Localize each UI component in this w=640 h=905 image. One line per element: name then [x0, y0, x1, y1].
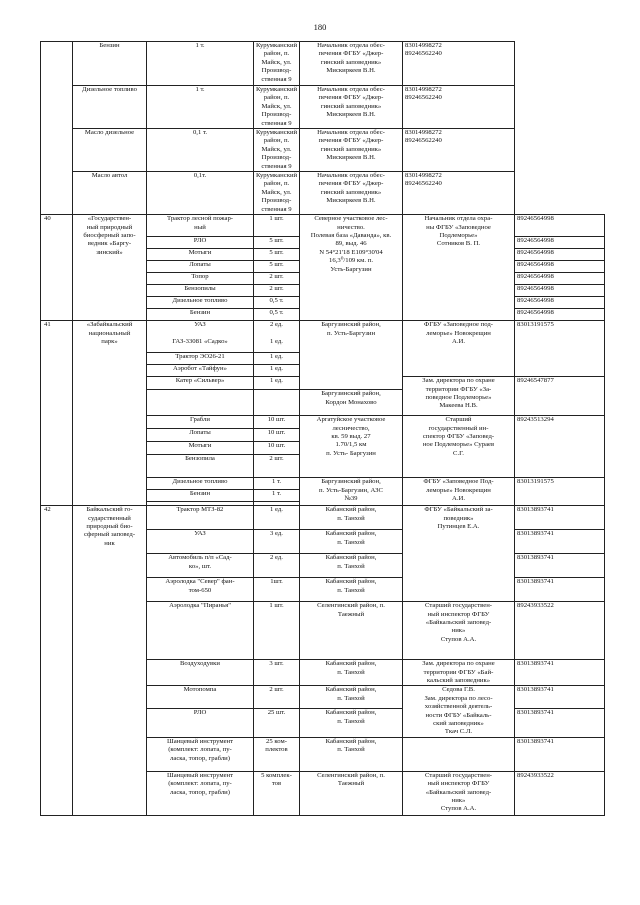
cell-phone: 89243513294	[515, 416, 605, 478]
cell-qty: 2 ед.	[254, 554, 300, 578]
cell-qty: 25 ком- плектов	[254, 737, 300, 771]
cell-qty: 1 ед.	[254, 377, 300, 390]
cell-item: Шанцевый инструмент (комплект: лопата, пу- ласка, топор, грабли)	[147, 737, 254, 771]
cell-qty: 1 т.	[147, 42, 254, 86]
cell-phone: 89246564998	[515, 215, 605, 237]
cell-person	[403, 737, 515, 771]
cell-phone: 83013893741	[515, 530, 605, 554]
cell-item: Аэролодка "Север" фан- том-650	[147, 578, 254, 602]
cell-person: Начальник отдела охра- ны ФГБУ «Заповедное Подлеморье» Сотников В. П.	[403, 215, 515, 321]
cell-phone: 89246564998	[515, 309, 605, 321]
cell-num: 41	[41, 321, 73, 506]
table-row	[41, 129, 605, 172]
cell-item: Автомобиль п/п «Сад- ко», шт.	[147, 554, 254, 578]
cell-qty: 0,5 т.	[254, 309, 300, 321]
cell-qty: 5 шт.	[254, 261, 300, 273]
cell-qty: 1 шт.	[254, 215, 300, 237]
cell-qty: 10 шт.	[254, 442, 300, 455]
cell-phone: 83014998272 89246562240	[403, 172, 515, 215]
cell-phone: 89243933522	[515, 602, 605, 660]
cell-qty: 10 шт.	[254, 429, 300, 442]
cell-phone: 89246564998	[515, 261, 605, 273]
cell-item: Бензопилы	[147, 285, 254, 297]
cell-item: УАЗ ГАЗ-33081 «Садко»	[147, 321, 254, 353]
cell-qty: 3 шт.	[254, 660, 300, 686]
cell-person: ФГБУ «Заповедное Под- леморье» Новокрещин А.И.	[403, 478, 515, 506]
cell-qty: 0,1т.	[147, 172, 254, 215]
cell-loc: Кабанский район, п. Танхой	[300, 578, 403, 602]
cell-phone: 83013893741	[515, 578, 605, 602]
cell-phone: 83014998272 89246562240	[403, 129, 515, 172]
cell-item: Лопаты	[147, 261, 254, 273]
cell-org	[41, 42, 73, 215]
cell-phone: 89243933522	[515, 771, 605, 815]
cell-loc: Кабанский район, п. Танхой	[300, 554, 403, 578]
cell-phone: 89246564998	[515, 273, 605, 285]
cell-phone: 83013893741	[515, 686, 605, 709]
cell-person: ФГБУ «Заповедное под- леморье» Новокрещин А.И.	[403, 321, 515, 377]
cell-qty: 5 шт.	[254, 237, 300, 249]
cell-person: Зам. директора по охране территории ФГБУ «Бай- кальский заповедник»	[403, 660, 515, 686]
cell-loc: Баргузинский район, п. Усть-Баргузин, АЗС №39	[300, 478, 403, 506]
cell-loc: Кабанский район, п. Танхой	[300, 686, 403, 709]
cell-phone: 89246564998	[515, 297, 605, 309]
cell-qty: 3 ед.	[254, 530, 300, 554]
cell-qty: 1 т.	[147, 86, 254, 129]
cell-qty: 1 т.	[254, 478, 300, 490]
cell-loc: Курумканский район, п. Майск, ул. Производ- ственная 9	[254, 129, 300, 172]
cell-item: Трактор лесной пожар- ный	[147, 215, 254, 237]
cell-person: Зам. директора по охране территории ФГБУ «За- поведное Подлеморье» Макеева Н.В.	[403, 377, 515, 416]
cell-phone: 83013191575	[515, 321, 605, 377]
cell-qty: 1 т.	[254, 490, 300, 502]
cell-item: РЛО	[147, 709, 254, 737]
cell-qty: 25 шт.	[254, 709, 300, 737]
cell-phone: 83014998272 89246562240	[403, 86, 515, 129]
cell-qty: 0,1 т.	[147, 129, 254, 172]
cell-phone: 83014998272 89246562240	[403, 42, 515, 86]
cell-item: Бензин	[147, 490, 254, 502]
cell-org: «Забайкальский национальный парк»	[73, 321, 147, 506]
cell-qty	[254, 390, 300, 416]
cell-org: «Государствен- ный природный биосферный запо- ведник «Баргу- зинский»	[73, 215, 147, 321]
cell-qty: 0,5 т.	[254, 297, 300, 309]
cell-item: Бензопила	[147, 455, 254, 478]
cell-qty: 1 ед.	[254, 353, 300, 365]
cell-loc: Селенгинский район, п. Таежный	[300, 771, 403, 815]
cell-loc: Северное участковое лес- ничество. Полевая база «Даванда», кв. 89, выд. 46 N 54°21'18 E109°30'04 16,3⁰/109 км. п. Усть-Баргузин	[300, 215, 403, 321]
cell-qty: 1 ед.	[254, 365, 300, 377]
cell-item: Дизельное топливо	[147, 478, 254, 490]
cell-item: Лопаты	[147, 429, 254, 442]
cell-qty: 5 комплек- тов	[254, 771, 300, 815]
cell-item: Грабли	[147, 416, 254, 429]
cell-phone: 89246547877	[515, 377, 605, 416]
table-row	[41, 172, 605, 215]
cell-qty: 2 шт.	[254, 273, 300, 285]
cell-qty: 2 шт.	[254, 455, 300, 478]
cell-phone: 83013191575	[515, 478, 605, 506]
cell-phone: 83013893741	[515, 506, 605, 530]
cell-num: 42	[41, 506, 73, 816]
cell-person: Начальник отдела обес- печения ФГБУ «Джер- гинский заповедник» Мискиркеев В.Н.	[300, 172, 403, 215]
resources-table	[40, 41, 605, 816]
page-number: 180	[313, 22, 327, 32]
cell-qty: 2 шт.	[254, 285, 300, 297]
cell-item: Масло автол	[73, 172, 147, 215]
cell-item: Бензин	[147, 309, 254, 321]
cell-phone: 89246564998	[515, 237, 605, 249]
cell-item: Катер «Сильвер»	[147, 377, 254, 390]
cell-phone: 83013893741	[515, 554, 605, 578]
cell-item	[147, 390, 254, 416]
cell-item: Воздуходувки	[147, 660, 254, 686]
cell-qty: 5 шт.	[254, 249, 300, 261]
cell-person: Седова Г.В. Зам. директора по лесо- хозяйственной деятель- ности ФГБУ «Байкаль- ский заповедник» Ткач С.Л.	[403, 686, 515, 737]
cell-loc: Кабанский район, п. Танхой	[300, 660, 403, 686]
cell-item: Аэролодка "Пиранья"	[147, 602, 254, 660]
table-row	[41, 506, 605, 530]
cell-person: Начальник отдела обес- печения ФГБУ «Джер- гинский заповедник» Мискиркеев В.Н.	[300, 129, 403, 172]
cell-item: Топор	[147, 273, 254, 285]
cell-phone: 89246564998	[515, 249, 605, 261]
cell-item: Трактор МТЗ-82	[147, 506, 254, 530]
cell-person: Старший государствен- ный инспектор ФГБУ «Байкальский заповед- ник» Ступов А.А.	[403, 602, 515, 660]
cell-item: Масло дизельное	[73, 129, 147, 172]
cell-qty: 1шт.	[254, 578, 300, 602]
cell-qty: 10 шт.	[254, 416, 300, 429]
cell-item: Мотыги	[147, 442, 254, 455]
table-body	[41, 42, 605, 816]
cell-item: Трактор ЭО26-21	[147, 353, 254, 365]
cell-person: ФГБУ «Байкальский за- поведник» Путинцев Е.А.	[403, 506, 515, 602]
table-row	[41, 86, 605, 129]
table-row	[41, 42, 605, 86]
cell-item: Дизельное топливо	[73, 86, 147, 129]
cell-loc: Аргатуйское участковое лесничество, кв. 59 выд. 27 1.70/1,5 км п. Усть- Баргузин	[300, 416, 403, 478]
cell-item: Мотопомпа	[147, 686, 254, 709]
cell-loc: Кабанский район, п. Танхой	[300, 737, 403, 771]
cell-phone: 83013893741	[515, 660, 605, 686]
cell-person: Старший государственный ин- спектор ФГБУ «Заповед- ное Подлеморье» Сураев С.Г.	[403, 416, 515, 478]
cell-item: Мотыги	[147, 249, 254, 261]
cell-person: Начальник отдела обес- печения ФГБУ «Джер- гинский заповедник» Мискиркеев В.Н.	[300, 42, 403, 86]
cell-org: Байкальский го- сударственный природный био- сферный заповед- ник	[73, 506, 147, 816]
cell-loc: Баргузинский район, п. Усть-Баргузин	[300, 321, 403, 390]
cell-loc: Селенгинский район, п. Таежный	[300, 602, 403, 660]
table-row	[41, 321, 605, 353]
cell-person: Начальник отдела обес- печения ФГБУ «Джер- гинский заповедник» Мискиркеев В.Н.	[300, 86, 403, 129]
cell-item: Аэробот «Тайфун»	[147, 365, 254, 377]
cell-qty: 2 ед. 1 ед.	[254, 321, 300, 353]
cell-loc: Баргузинский район, Кордон Монахово	[300, 390, 403, 416]
cell-qty: 2 шт.	[254, 686, 300, 709]
cell-loc: Кабанский район, п. Танхой	[300, 506, 403, 530]
cell-item: УАЗ	[147, 530, 254, 554]
cell-item: Шанцевый инструмент (комплект: лопата, пу- ласка, топор, грабли)	[147, 771, 254, 815]
cell-loc: Курумканский район, п. Майск, ул. Производ- ственная 9	[254, 172, 300, 215]
cell-phone: 89246564998	[515, 285, 605, 297]
cell-qty: 1 шт.	[254, 602, 300, 660]
cell-loc: Курумканский район, п. Майск, ул. Производ- ственная 9	[254, 42, 300, 86]
cell-item: РЛО	[147, 237, 254, 249]
cell-loc: Кабанский район, п. Танхой	[300, 530, 403, 554]
cell-person: Старший государствен- ный инспектор ФГБУ «Байкальский заповед- ник» Ступов А.А.	[403, 771, 515, 815]
cell-loc: Курумканский район, п. Майск, ул. Производ- ственная 9	[254, 86, 300, 129]
table-row	[41, 215, 605, 237]
cell-item: Бензин	[73, 42, 147, 86]
cell-phone: 83013893741	[515, 737, 605, 771]
cell-loc: Кабанский район, п. Танхой	[300, 709, 403, 737]
cell-phone: 83013893741	[515, 709, 605, 737]
cell-qty: 1 ед.	[254, 506, 300, 530]
cell-num: 40	[41, 215, 73, 321]
cell-item: Дизельное топливо	[147, 297, 254, 309]
